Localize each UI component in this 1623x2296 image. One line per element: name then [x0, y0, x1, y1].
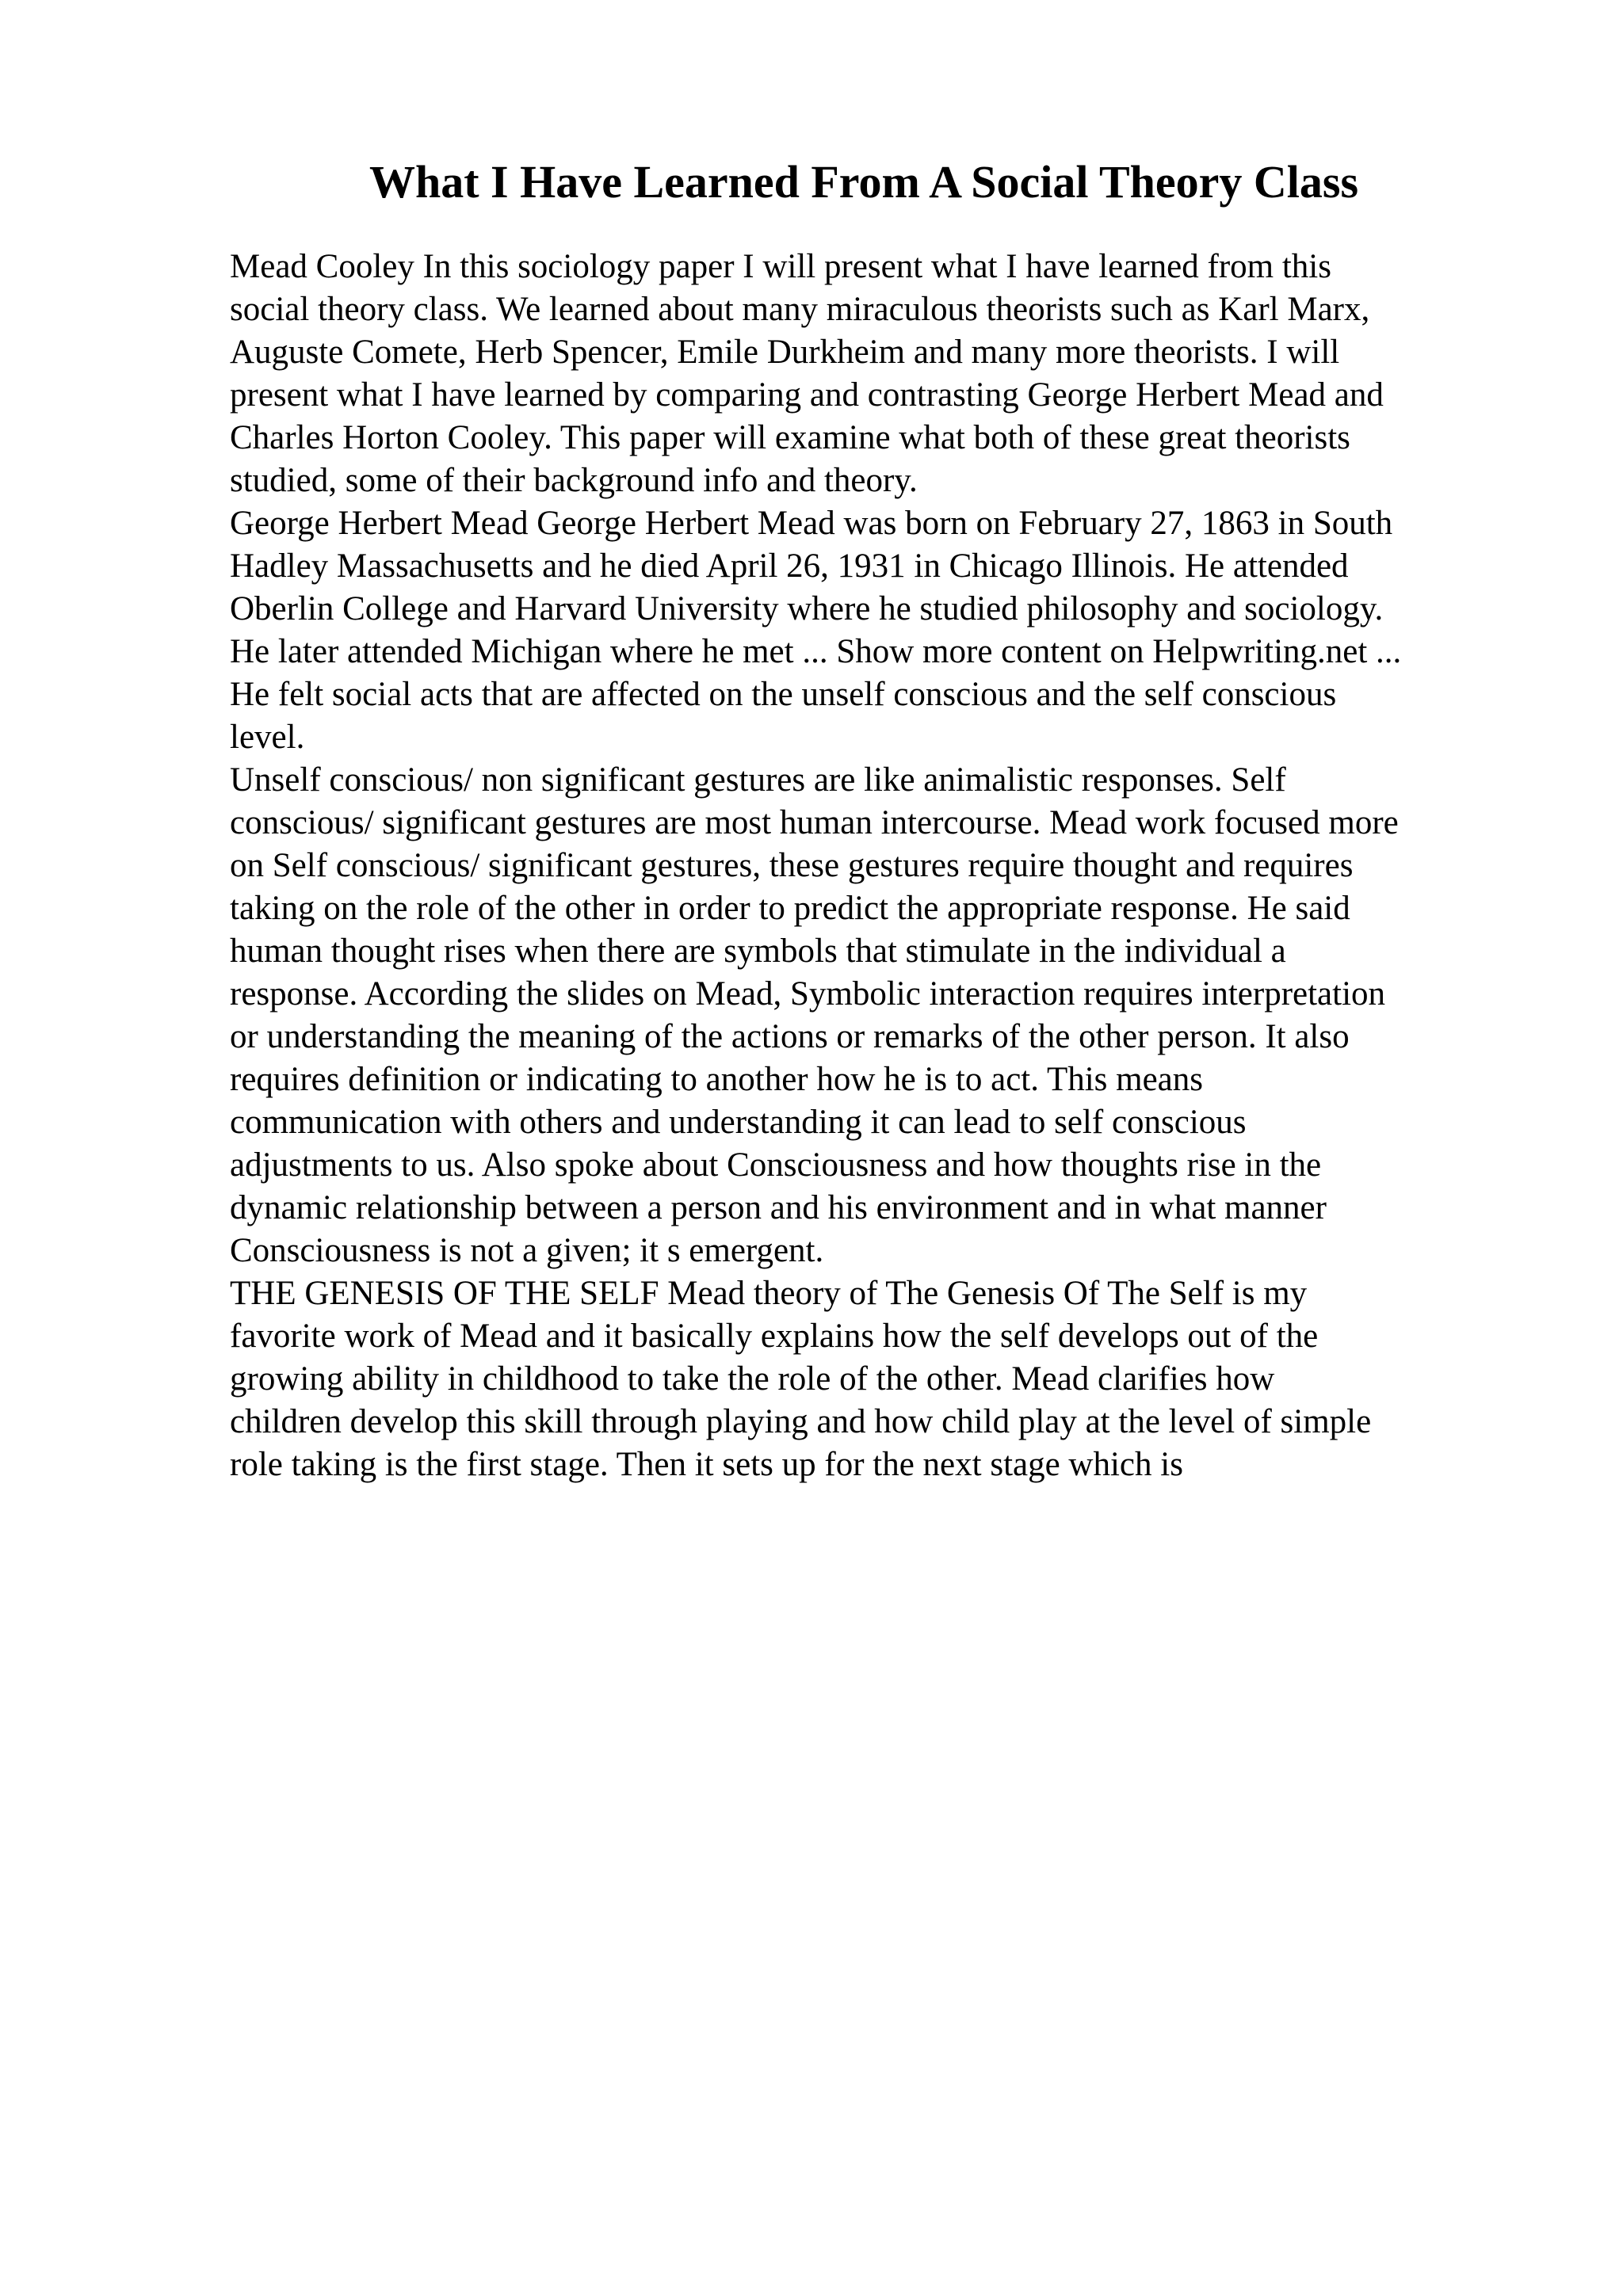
body-line: favorite work of Mead and it basically explains how the self develops out of the [230, 1318, 1319, 1355]
body-line: Mead Cooley In this sociology paper I will present what I have learned from this [230, 248, 1331, 285]
body-line: Hadley Massachusetts and he died April 26, 1931 in Chicago Illinois. He attended [230, 547, 1349, 585]
body-line: on Self conscious/ significant gestures, these gestures require thought and requires [230, 847, 1354, 884]
body-line: dynamic relationship between a person and his environment and in what manner [230, 1189, 1327, 1226]
body-line: Charles Horton Cooley. This paper will examine what both of these great theorists [230, 419, 1350, 456]
body-line: adjustments to us. Also spoke about Consciousness and how thoughts rise in the [230, 1146, 1322, 1184]
page-title: What I Have Learned From A Social Theory Class [369, 156, 1359, 208]
body-line: social theory class. We learned about many miraculous theorists such as Karl Marx, [230, 291, 1370, 328]
body-line: present what I have learned by comparing and contrasting George Herbert Mead and [230, 376, 1384, 414]
body-line: THE GENESIS OF THE SELF Mead theory of The Genesis Of The Self is my [230, 1275, 1308, 1312]
body-line: requires definition or indicating to another how he is to act. This means [230, 1061, 1203, 1098]
body-line: He later attended Michigan where he met ... Show more content on Helpwriting.net ... [230, 633, 1402, 670]
body-line: human thought rises when there are symbols that stimulate in the individual a [230, 933, 1286, 970]
body-line: Consciousness is not a given; it s emergent. [230, 1232, 824, 1269]
body-line: children develop this skill through playing and how child play at the level of simple [230, 1403, 1372, 1440]
body-line: Unself conscious/ non significant gestures are like animalistic responses. Self [230, 761, 1286, 799]
document-body [230, 246, 1514, 1486]
body-line: Oberlin College and Harvard University where he studied philosophy and sociology. [230, 590, 1384, 627]
body-line: taking on the role of the other in order to predict the appropriate response. He said [230, 890, 1350, 927]
body-line: studied, some of their background info and theory. [230, 462, 918, 499]
body-line: or understanding the meaning of the actions or remarks of the other person. It also [230, 1018, 1350, 1055]
body-line: George Herbert Mead George Herbert Mead was born on February 27, 1863 in South [230, 505, 1393, 542]
body-line: conscious/ significant gestures are most human intercourse. Mead work focused more [230, 804, 1399, 841]
body-line: He felt social acts that are affected on the unself conscious and the self conscious [230, 676, 1337, 713]
body-line: growing ability in childhood to take the role of the other. Mead clarifies how [230, 1360, 1275, 1398]
body-line: response. According the slides on Mead, Symbolic interaction requires interpretation [230, 975, 1386, 1013]
body-line: Auguste Comete, Herb Spencer, Emile Durkheim and many more theorists. I will [230, 334, 1340, 371]
body-line: level. [230, 719, 305, 756]
body-line: communication with others and understanding it can lead to self conscious [230, 1104, 1247, 1141]
body-line: role taking is the first stage. Then it sets up for the next stage which is [230, 1446, 1183, 1483]
